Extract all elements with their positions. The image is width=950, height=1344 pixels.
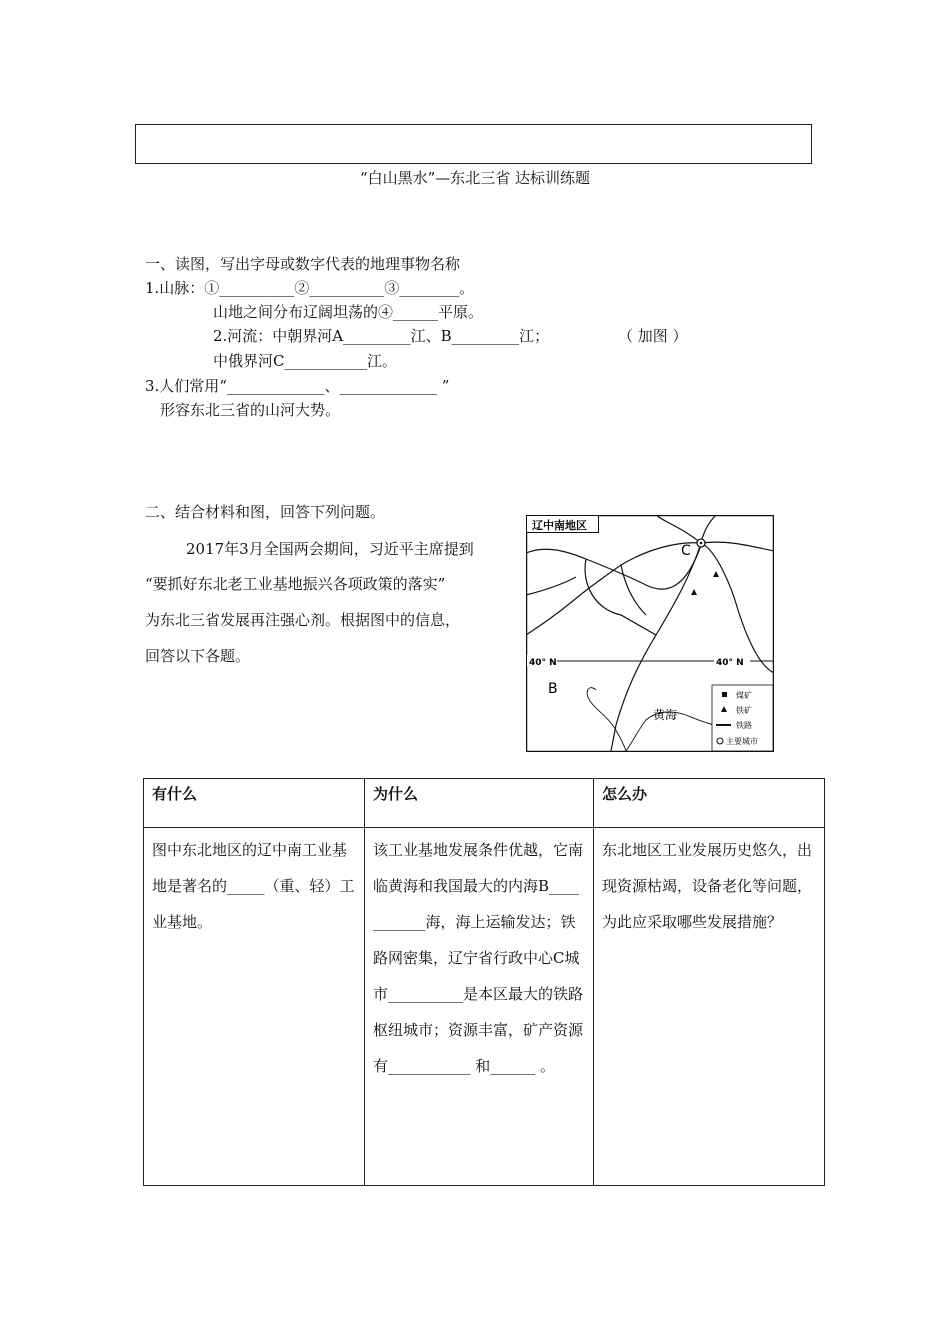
legend-coal: 煤矿 (736, 691, 752, 700)
lat-label-left: 40° N (529, 658, 557, 668)
cell-why-text: 该工业基地发展条件优越，它南临黄海和我国最大的内海B___________海，海上运输发达；铁路网密集，辽宁省行政中心C城市__________是本区最大的铁路枢纽城市；资源丰富，矿产资源有___________ 和______ 。 (373, 841, 584, 1075)
header-box (135, 124, 812, 164)
cell-why (365, 828, 594, 1186)
legend-city: 主要城市 (726, 737, 758, 746)
label-c: C (681, 543, 691, 559)
q2-border-river: 中俄界河C___________江。 (213, 352, 397, 370)
table-header-row (144, 779, 825, 828)
map-title: 辽中南地区 (532, 519, 587, 532)
section2-heading: 二、结合材料和图，回答下列问题。 (145, 503, 386, 521)
header-why: 为什么 (365, 779, 594, 828)
cell-what-text: 图中东北地区的辽中南工业基地是著名的_____（重、轻）工业基地。 (152, 841, 355, 931)
section1-heading: 一、读图，写出字母或数字代表的地理事物名称 (145, 255, 461, 273)
page-title: “白山黑水”—东北三省 达标训练题 (359, 169, 591, 187)
cell-how (594, 828, 825, 1186)
sea-label: 黄海 (653, 708, 678, 722)
city-c-dot (700, 542, 703, 545)
lat-label-right: 40° N (716, 658, 744, 668)
q2-rivers: 2.河流：中朝界河A_________江、B_________江； (213, 327, 550, 345)
legend-iron: 铁矿 (736, 706, 752, 715)
analysis-table (143, 778, 825, 1186)
liaozhongnan-map (526, 515, 774, 752)
q3-phrase: 3.人们常用“_____________、_____________ ” (145, 377, 450, 395)
cell-how-text: 东北地区工业发展历史悠久，出现资源枯竭，设备老化等问题，为此应采取哪些发展措施？ (602, 841, 813, 931)
legend-coal-icon (722, 692, 727, 697)
header-how: 怎么办 (594, 779, 825, 828)
q1-plain: 山地之间分布辽阔坦荡的④______平原。 (213, 303, 484, 321)
q2-note: （ 加图 ） (618, 327, 688, 345)
q3-description: 形容东北三省的山河大势。 (160, 401, 341, 419)
material-line-3: 为东北三省发展再注强心剂。根据图中的信息， (145, 611, 461, 629)
table-row (144, 828, 825, 1186)
cell-what (144, 828, 365, 1186)
legend-city-icon (717, 738, 723, 744)
header-what: 有什么 (144, 779, 365, 828)
material-line-1: 2017年3月全国两会期间，习近平主席提到 (186, 540, 474, 558)
material-line-2: “要抓好东北老工业基地振兴各项政策的落实” (145, 575, 446, 593)
q1-mountains: 1.山脉：①__________②__________③________。 (145, 279, 475, 297)
material-line-4: 回答以下各题。 (145, 647, 251, 665)
legend-rail: 铁路 (736, 721, 752, 730)
label-b: B (548, 681, 558, 697)
